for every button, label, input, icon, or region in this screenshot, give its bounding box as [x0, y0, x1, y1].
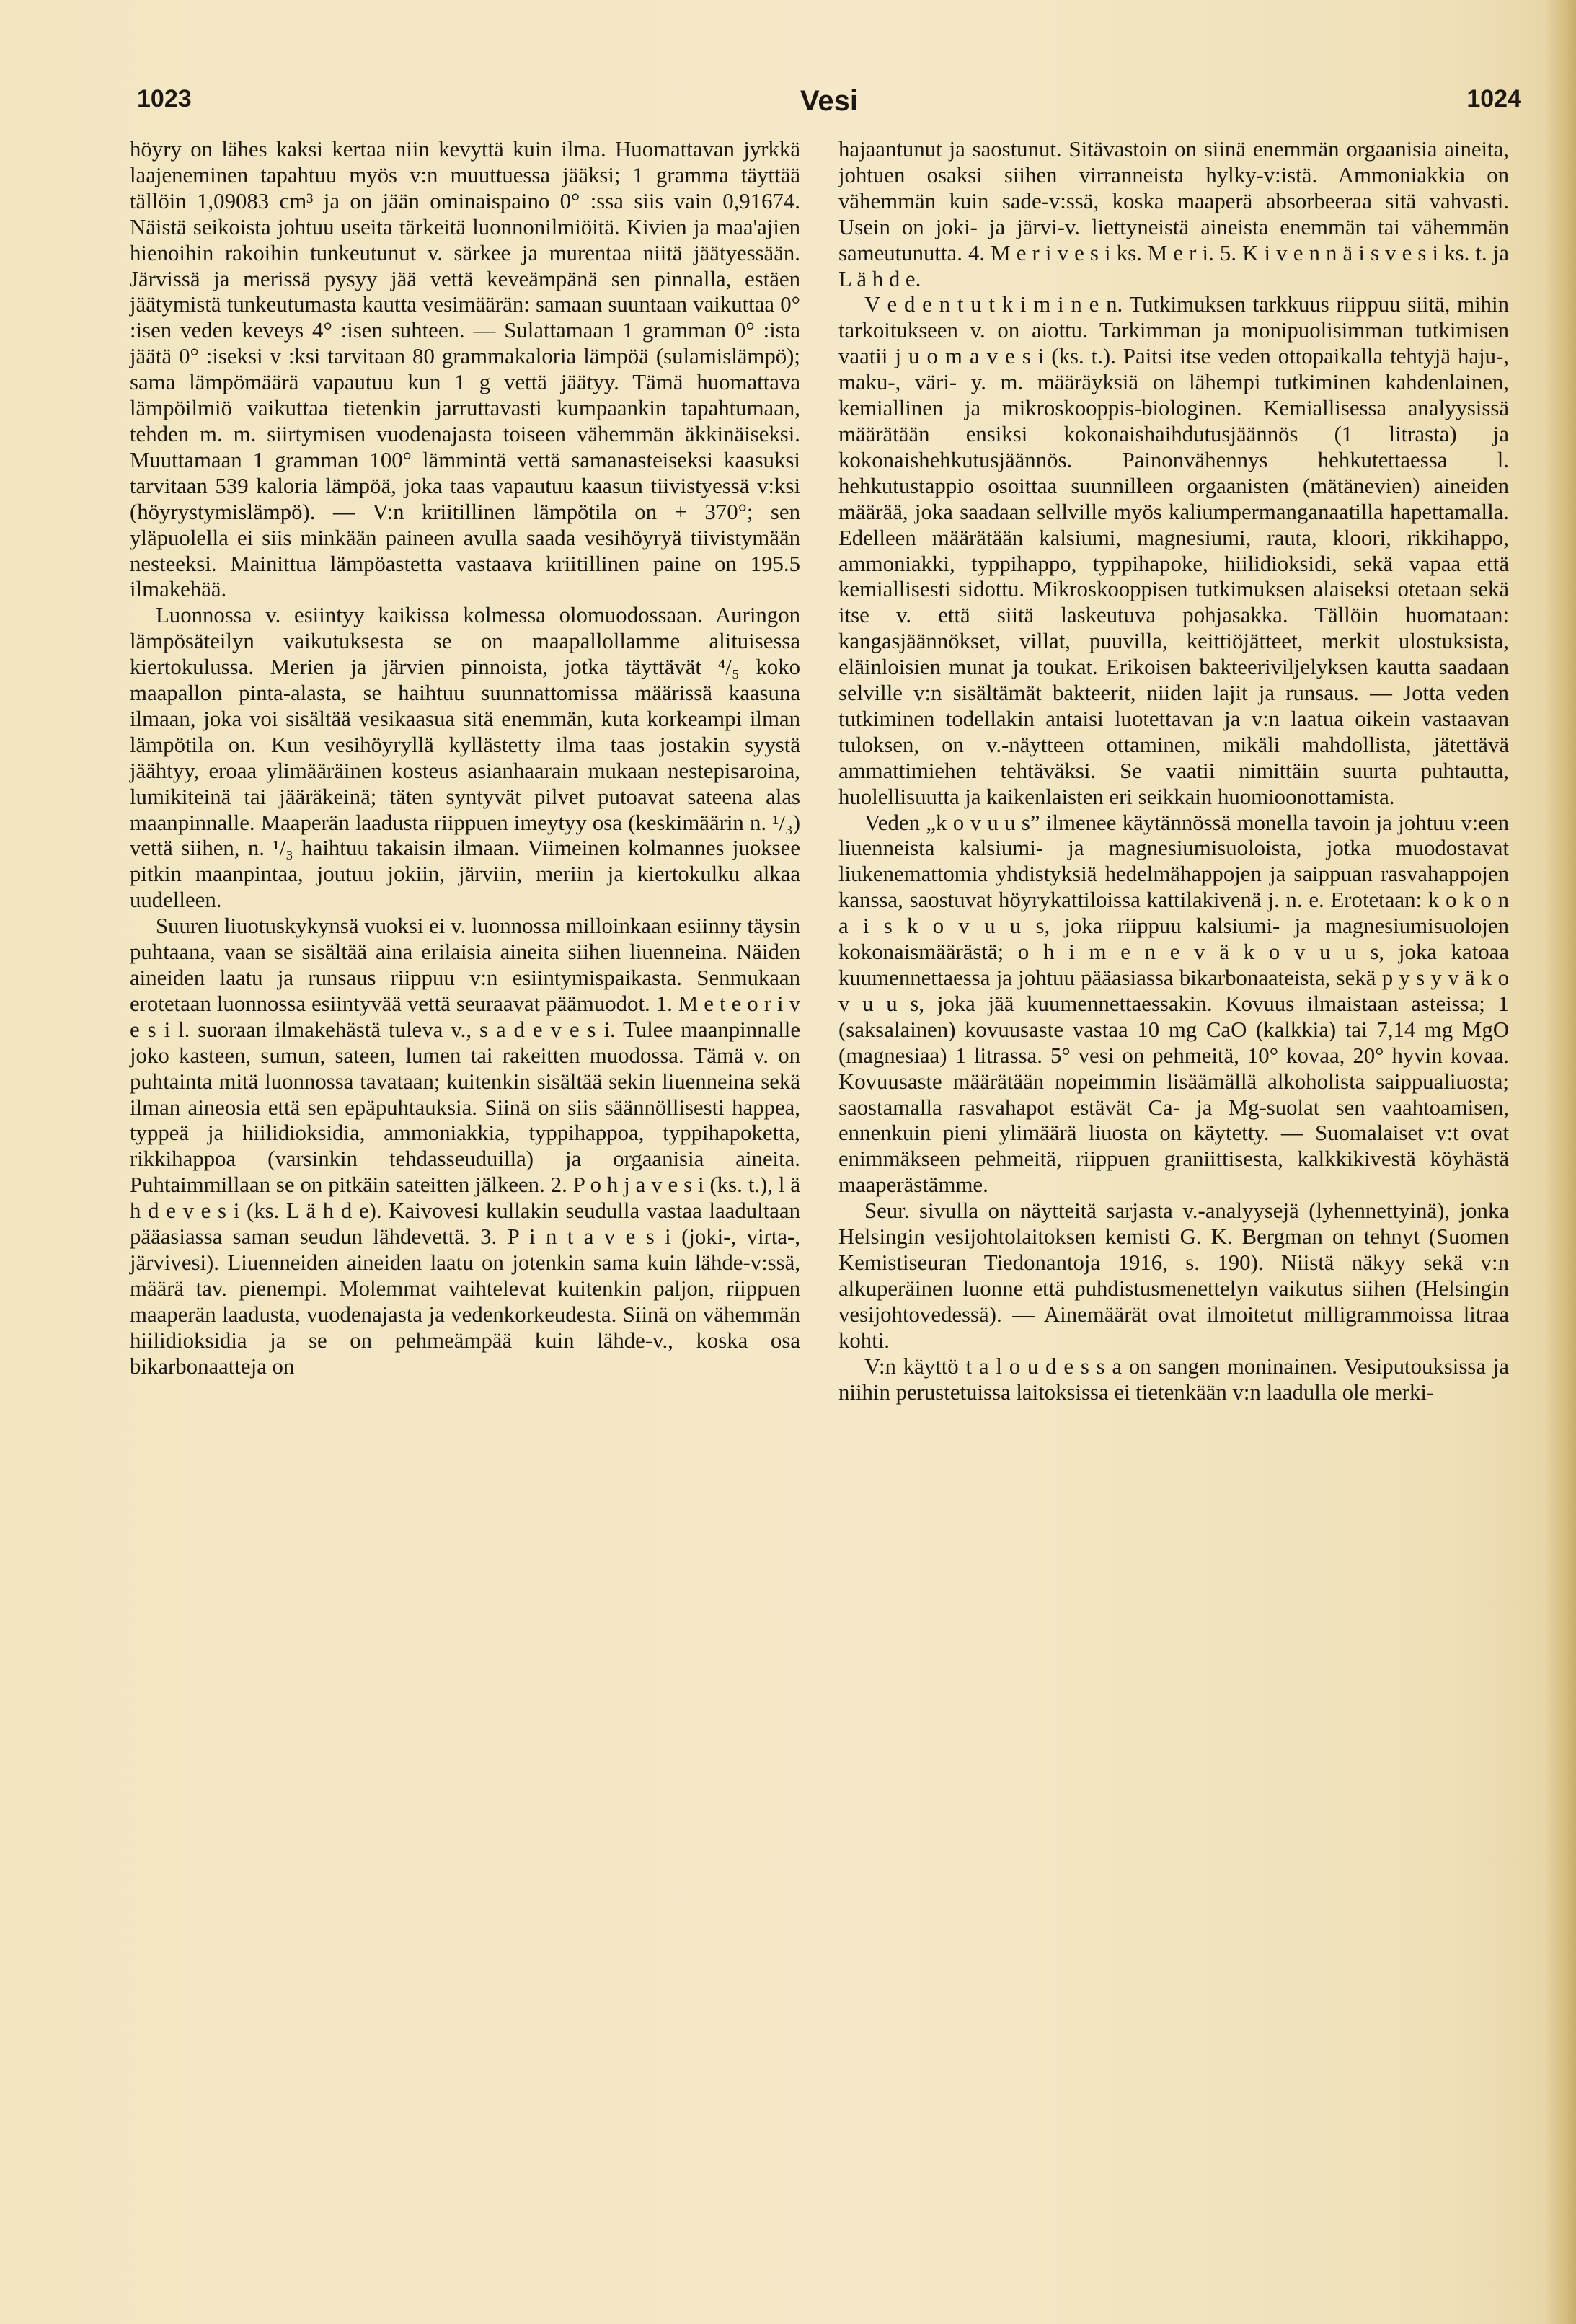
page-title: Vesi — [800, 85, 859, 117]
paragraph: Luonnossa v. esiintyy kaikissa kolmessa olomuodossaan. Auringon lämpösäteilyn vaikutuksesta se on maapallollamme alituisessa kiertokulussa. Merien ja järvien pinnoista, jotka täyttävät ⁴/₅ koko maapallon pinta-alasta, se haihtuu suunnattomissa määrissä kaasuna ilmaan, joka voi sisältää vesikaasua sitä enemmän, kuta korkeampi ilman lämpötila on. Kun vesihöyryllä kyllästetty ilma taas jostakin syystä jäähtyy, eroaa ylimääräinen kosteus asianhaarain mukaan nestepisaroina, lumikiteinä tai jääräkeinä; täten syntyvät pilvet putoavat sateena alas maanpinnalle. Maaperän laadusta riippuen imeytyy osa (keskimäärin n. ¹/₃) vettä siihen, n. ¹/₃ haihtuu takaisin ilmaan. Viimeinen kolmannes juoksee pitkin maanpintaa, joutuu jokiin, järviin, meriin ja kiertokulku alkaa uudelleen. — [130, 603, 800, 913]
page-number-right: 1024 — [1466, 85, 1521, 112]
paragraph: V:n käyttö t a l o u d e s s a on sangen moninainen. Vesiputouksissa ja niihin perustetuissa laitoksissa ei tietenkään v:n laadulla ole merki- — [838, 1353, 1509, 1405]
right-column — [838, 137, 1509, 1405]
page-number-left: 1023 — [137, 85, 192, 112]
left-column — [130, 137, 800, 1380]
page-header — [137, 85, 1521, 128]
page-edge-shadow — [1544, 0, 1576, 2324]
paragraph: höyry on lähes kaksi kertaa niin kevyttä kuin ilma. Huomattavan jyrkkä laajeneminen tapahtuu myös v:n muuttuessa jääksi; 1 gramma täyttää tällöin 1,09083 cm³ ja on jään ominaispaino 0° :ssa siis vain 0,91674. Näistä seikoista johtuu useita tärkeitä luonnonilmiöitä. Kivien ja maa'ajien hienoihin rakoihin tunkeutunut v. särkee ja murentaa niitä jäätyessään. Järvissä ja merissä pysyy jää vettä keveämpänä sen pinnalla, estäen jäätymistä tunkeutumasta kautta vesimäärän: samaan suuntaan vaikuttaa 0° :isen veden keveys 4° :isen suhteen. — Sulattamaan 1 gramman 0° :ista jäätä 0° :iseksi v :ksi tarvitaan 80 grammakaloria lämpöä (sulamislämpö); sama lämpömäärä vapautuu kun 1 g vettä jäätyy. Tämä huomattava lämpöilmiö vaikuttaa tietenkin jarruttavasti kumpaankin tapahtumaan, tehden m. m. siirtymisen vuodenajasta toiseen vähemmän äkkinäiseksi. Muuttamaan 1 gramman 100° lämmintä vettä samanasteiseksi kaasuksi tarvitaan 539 kaloria lämpöä, joka taas vapautuu kaasun tiivistyessä v:ksi (höyrystymislämpö). — V:n kriitillinen lämpötila on + 370°; sen yläpuolella ei siis minkään paineen avulla saada vesihöyryä tiivistymään nesteeksi. Mainittua lämpöastetta vastaava kriitillinen paine on 195.5 ilmakehää. — [130, 137, 800, 602]
paragraph: Seur. sivulla on näytteitä sarjasta v.-analyysejä (lyhennettyinä), jonka Helsingin vesijohtolaitoksen kemisti G. K. Bergman on tehnyt (Suomen Kemistiseuran Tiedonantoja 1916, s. 190). Niistä näkyy sekä v:n alkuperäinen luonne että puhdistusmenettelyn vaikutus siihen (Helsingin vesijohtovedessä). — Ainemäärät ovat ilmoitetut milligrammoissa litraa kohti. — [838, 1198, 1509, 1353]
paragraph: Suuren liuotuskykynsä vuoksi ei v. luonnossa milloinkaan esiinny täysin puhtaana, vaan se sisältää aina erilaisia aineita siihen liuenneina. Näiden aineiden laatu ja runsaus riippuu v:n esiintymispaikasta. Senmukaan erotetaan luonnossa esiintyvää vettä seuraavat päämuodot. 1. M e t e o r i v e s i l. suoraan ilmakehästä tuleva v., s a d e v e s i. Tulee maanpinnalle joko kasteen, sumun, sateen, lumen tai rakeitten muodossa. Tämä v. on puhtainta mitä luonnossa tavataan; kuitenkin sisältää sekin liuenneina sekä ilman aineosia että sen epäpuhtauksia. Siinä on siis säännöllisesti happea, typpeä ja hiilidioksidia, ammoniakkia, typpihappoa, typpihapoketta, rikkihappoa (varsinkin tehdasseuduilla) ja orgaanisia aineita. Puhtaimmillaan se on pitkäin sateitten jälkeen. 2. P o h j a v e s i (ks. t.), l ä h d e v e s i (ks. L ä h d e). Kaivovesi kullakin seudulla vastaa laadultaan pääasiassa saman seudun lähdevettä. 3. P i n t a v e s i (joki-, virta-, järvivesi). Liuenneiden aineiden laatu on jotenkin sama kuin lähde-v:ssä, määrä tav. pienempi. Molemmat vaihtelevat kuitenkin paljon, riippuen maaperän laadusta, vuodenajasta ja vedenkorkeudesta. Siinä on vähemmän hiilidioksidia ja se on pehmeämpää kuin lähde-v., koska osa bikarbonaatteja on — [130, 914, 800, 1379]
paragraph: hajaantunut ja saostunut. Sitävastoin on siinä enemmän orgaanisia aineita, johtuen osaksi siihen virranneista hylky-v:istä. Ammoniakkia on vähemmän kuin sade-v:ssä, koska maaperä absorbeeraa sitä vahvasti. Usein on joki- ja järvi-v. liettyneistä aineista enemmän tai vähemmän sameutunutta. 4. M e r i v e s i ks. M e r i. 5. K i v e n n ä i s v e s i ks. t. ja L ä h d e. — [838, 137, 1509, 291]
paragraph: Veden „k o v u u s” ilmenee käytännössä monella tavoin ja johtuu v:een liuenneista kalsiumi- ja magnesiumisuoloista, jotka muodostavat liukenemattomia yhdistyksiä hedelmähappojen ja saippuan rasvahappojen kanssa, saostuvat höyrykattiloissa kattilakivenä j. n. e. Erotetaan: k o k o n a i s k o v u u s, joka riippuu kalsiumi- ja magnesiumisuolojen kokonaismäärästä; o h i m e n e v ä k o v u u s, joka katoaa kuumennettaessa ja johtuu pääasiassa bikarbonaateista, sekä p y s y v ä k o v u u s, joka jää kuumennettaessakin. Kovuus ilmaistaan asteissa; 1 (saksalainen) kovuusaste vastaa 10 mg CaO (kalkkia) tai 7,14 mg MgO (magnesiaa) 1 litrassa. 5° vesi on pehmeitä, 10° kovaa, 20° hyvin kovaa. Kovuusaste määrätään nopeimmin lisäämällä alkoholista saippualiuosta; saostamalla rasvahapot estävät Ca- ja Mg-suolat sen vaahtoamisen, ennenkuin pieni ylimäärä liuosta on käytetty. — Suomalaiset v:t ovat enimmäkseen pehmeitä, riippuen graniittisesta, kalkkikivestä köyhästä maaperästämme. — [838, 810, 1509, 1198]
paragraph: V e d e n t u t k i m i n e n. Tutkimuksen tarkkuus riippuu siitä, mihin tarkoitukseen v. on aiottu. Tarkimman ja monipuolisimman tutkimisen vaatii j u o m a v e s i (ks. t.). Paitsi itse veden ottopaikalla tehtyjä haju-, maku-, väri- y. m. määräyksiä on lähempi tutkiminen kahdenlainen, kemiallinen ja mikroskooppis-biologinen. Kemiallisessa analyysissä määrätään ensiksi kokonaishaihdutusjäännös (1 litrasta) ja kokonaishehkutusjäännös. Painonvähennys hehkutettaessa l. hehkutustappio osoittaa suunnilleen orgaanisten (mätänevien) aineiden määrää, joka saadaan sellville myös kaliumpermanganaatilla hapettamalla. Edelleen määrätään kalsiumi, magnesiumi, rauta, kloori, rikkihappo, ammoniakki, typpihappo, typpihapoke, hiilidioksidi, sekä vapaa että kemiallisesti sidottu. Mikroskooppisen tutkimuksen alaiseksi otetaan sekä itse v. että siitä laskeutuva pohjasakka. Tällöin huomataan: kangasjäännökset, villat, puuvilla, keittiöjätteet, merkit ulostuksista, eläinloisien munat ja toukat. Erikoisen bakteeriviljelyksen kautta saadaan selville v:n sisältämät bakteerit, niiden lajit ja runsaus. — Jotta veden tutkiminen todellakin antaisi luotettavan ja v:n laatua oikein vastaavan tuloksen, on v.-näytteen ottaminen, mikäli mahdollista, jätettävä ammattimiehen tehtäväksi. Se vaatii nimittäin suurta puhtautta, huolellisuutta ja kaikenlaisten eri seikkain huomioonottamista. — [838, 292, 1509, 809]
